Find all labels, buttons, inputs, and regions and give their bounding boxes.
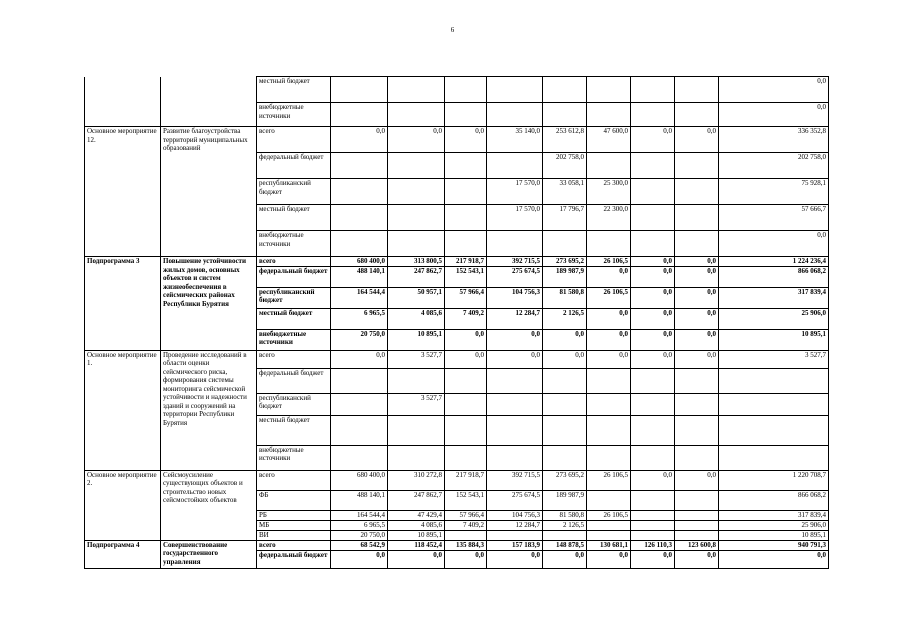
value-cell: 866 068,2: [719, 266, 829, 287]
source-cell: местный бюджет: [257, 308, 331, 329]
value-cell: [331, 368, 388, 393]
value-cell: [631, 368, 675, 393]
value-cell: 273 695,2: [543, 257, 587, 267]
value-cell: [543, 103, 587, 127]
value-cell: 75 928,1: [719, 179, 829, 205]
value-cell: 104 756,3: [487, 287, 543, 308]
value-cell: [631, 231, 675, 257]
value-cell: [543, 415, 587, 445]
value-cell: 0,0: [487, 329, 543, 350]
program-cell: Основное мероприятие 12.: [85, 127, 161, 257]
value-cell: 50 957,1: [388, 287, 445, 308]
value-cell: 57 966,4: [445, 287, 487, 308]
value-cell: 0,0: [388, 127, 445, 153]
value-cell: [587, 530, 631, 540]
value-cell: 310 272,8: [388, 470, 445, 490]
value-cell: 164 544,4: [331, 287, 388, 308]
value-cell: [587, 103, 631, 127]
value-cell: [631, 490, 675, 510]
value-cell: 0,0: [445, 329, 487, 350]
value-cell: 0,0: [631, 550, 675, 568]
value-cell: 0,0: [445, 550, 487, 568]
source-cell: республиканский бюджет: [257, 393, 331, 415]
value-cell: 118 452,4: [388, 540, 445, 550]
value-cell: [719, 415, 829, 445]
value-cell: 81 580,8: [543, 510, 587, 520]
value-cell: [675, 445, 719, 470]
value-cell: [587, 153, 631, 179]
value-cell: 0,0: [719, 550, 829, 568]
value-cell: 22 300,0: [587, 205, 631, 231]
value-cell: [331, 393, 388, 415]
value-cell: 0,0: [675, 350, 719, 368]
value-cell: 0,0: [543, 329, 587, 350]
program-cell: Подпрограмма 4: [85, 540, 161, 568]
value-cell: 0,0: [587, 329, 631, 350]
source-cell: ФБ: [257, 490, 331, 510]
value-cell: 247 862,7: [388, 490, 445, 510]
value-cell: 152 543,1: [445, 266, 487, 287]
value-cell: 0,0: [631, 266, 675, 287]
value-cell: [631, 445, 675, 470]
value-cell: 126 110,3: [631, 540, 675, 550]
value-cell: [631, 153, 675, 179]
value-cell: [631, 510, 675, 520]
value-cell: 10 895,1: [388, 530, 445, 540]
table-row: [85, 350, 829, 368]
value-cell: [487, 415, 543, 445]
value-cell: 0,0: [719, 231, 829, 257]
value-cell: [543, 231, 587, 257]
value-cell: 0,0: [331, 127, 388, 153]
source-cell: республиканский бюджет: [257, 287, 331, 308]
value-cell: [445, 77, 487, 103]
value-cell: 0,0: [675, 127, 719, 153]
value-cell: 273 695,2: [543, 470, 587, 490]
value-cell: 0,0: [388, 550, 445, 568]
value-cell: [445, 153, 487, 179]
value-cell: [445, 393, 487, 415]
value-cell: [445, 368, 487, 393]
value-cell: 680 400,0: [331, 470, 388, 490]
title-cell: [161, 77, 257, 127]
value-cell: 47 600,0: [587, 127, 631, 153]
value-cell: [675, 77, 719, 103]
value-cell: 866 068,2: [719, 490, 829, 510]
value-cell: [445, 179, 487, 205]
value-cell: [587, 415, 631, 445]
value-cell: 317 839,4: [719, 287, 829, 308]
value-cell: [543, 530, 587, 540]
program-cell: Основное мероприятие 1.: [85, 350, 161, 470]
value-cell: 0,0: [445, 350, 487, 368]
value-cell: 6 965,5: [331, 520, 388, 530]
title-cell: Повышение устойчивости жилых домов, основных объектов и систем жизнеобеспечения в сейсмических районах Республики Бурятия: [161, 257, 257, 351]
value-cell: [675, 103, 719, 127]
source-cell: ВИ: [257, 530, 331, 540]
value-cell: [631, 205, 675, 231]
value-cell: [388, 415, 445, 445]
value-cell: 47 429,4: [388, 510, 445, 520]
value-cell: [587, 520, 631, 530]
value-cell: 20 750,0: [331, 329, 388, 350]
source-cell: всего: [257, 350, 331, 368]
value-cell: 123 600,8: [675, 540, 719, 550]
program-cell: Основное мероприятие 2.: [85, 470, 161, 540]
value-cell: [587, 393, 631, 415]
source-cell: всего: [257, 540, 331, 550]
value-cell: 2 126,5: [543, 520, 587, 530]
value-cell: [675, 153, 719, 179]
value-cell: 7 409,2: [445, 520, 487, 530]
value-cell: 17 796,7: [543, 205, 587, 231]
source-cell: РБ: [257, 510, 331, 520]
value-cell: 488 140,1: [331, 490, 388, 510]
value-cell: 26 106,5: [587, 510, 631, 520]
value-cell: 488 140,1: [331, 266, 388, 287]
value-cell: 157 183,9: [487, 540, 543, 550]
value-cell: 202 758,0: [719, 153, 829, 179]
value-cell: [719, 393, 829, 415]
value-cell: 10 895,1: [719, 530, 829, 540]
value-cell: [543, 368, 587, 393]
value-cell: [388, 77, 445, 103]
value-cell: [331, 103, 388, 127]
value-cell: [675, 179, 719, 205]
source-cell: федеральный бюджет: [257, 266, 331, 287]
table-row: [85, 470, 829, 490]
source-cell: внебюджетные источники: [257, 329, 331, 350]
source-cell: федеральный бюджет: [257, 153, 331, 179]
value-cell: 26 106,5: [587, 257, 631, 267]
value-cell: 7 409,2: [445, 308, 487, 329]
value-cell: 313 800,5: [388, 257, 445, 267]
value-cell: [487, 103, 543, 127]
value-cell: 164 544,4: [331, 510, 388, 520]
table-row: [85, 77, 829, 103]
value-cell: 26 106,5: [587, 287, 631, 308]
value-cell: 336 352,8: [719, 127, 829, 153]
value-cell: 12 284,7: [487, 308, 543, 329]
value-cell: 148 878,5: [543, 540, 587, 550]
value-cell: 217 918,7: [445, 257, 487, 267]
value-cell: 0,0: [631, 329, 675, 350]
source-cell: федеральный бюджет: [257, 550, 331, 568]
value-cell: 0,0: [587, 350, 631, 368]
value-cell: 0,0: [587, 550, 631, 568]
value-cell: [631, 179, 675, 205]
value-cell: 4 085,6: [388, 308, 445, 329]
value-cell: [388, 205, 445, 231]
value-cell: 0,0: [543, 550, 587, 568]
value-cell: 189 987,9: [543, 266, 587, 287]
title-cell: Совершенствование государственного управления: [161, 540, 257, 568]
value-cell: 25 300,0: [587, 179, 631, 205]
source-cell: всего: [257, 470, 331, 490]
value-cell: 135 884,3: [445, 540, 487, 550]
value-cell: 0,0: [445, 127, 487, 153]
value-cell: 0,0: [631, 287, 675, 308]
title-cell: Проведение исследований в области оценки сейсмического риска, формирования системы мониторинга сейсмической устойчивости и надежности зданий и сооружений на территории Республики Бурятия: [161, 350, 257, 470]
value-cell: 10 895,1: [719, 329, 829, 350]
value-cell: 0,0: [631, 470, 675, 490]
value-cell: 0,0: [331, 350, 388, 368]
value-cell: 68 542,9: [331, 540, 388, 550]
value-cell: 0,0: [719, 103, 829, 127]
value-cell: [543, 393, 587, 415]
value-cell: 275 674,5: [487, 490, 543, 510]
value-cell: [445, 445, 487, 470]
value-cell: [631, 393, 675, 415]
value-cell: 3 527,7: [388, 393, 445, 415]
source-cell: всего: [257, 127, 331, 153]
value-cell: 12 284,7: [487, 520, 543, 530]
value-cell: 152 543,1: [445, 490, 487, 510]
value-cell: [487, 393, 543, 415]
value-cell: [388, 153, 445, 179]
value-cell: 0,0: [331, 550, 388, 568]
table-row: [85, 540, 829, 550]
value-cell: [487, 445, 543, 470]
table-row: [85, 127, 829, 153]
value-cell: [631, 77, 675, 103]
value-cell: [331, 77, 388, 103]
value-cell: 130 681,1: [587, 540, 631, 550]
value-cell: 0,0: [631, 127, 675, 153]
value-cell: 392 715,5: [487, 470, 543, 490]
value-cell: 0,0: [631, 308, 675, 329]
value-cell: 0,0: [487, 550, 543, 568]
value-cell: 20 750,0: [331, 530, 388, 540]
source-cell: местный бюджет: [257, 205, 331, 231]
value-cell: 0,0: [719, 77, 829, 103]
value-cell: 0,0: [631, 350, 675, 368]
source-cell: федеральный бюджет: [257, 368, 331, 393]
value-cell: 1 224 236,4: [719, 257, 829, 267]
value-cell: [675, 415, 719, 445]
value-cell: 0,0: [675, 550, 719, 568]
value-cell: 317 839,4: [719, 510, 829, 520]
value-cell: [675, 205, 719, 231]
value-cell: [631, 415, 675, 445]
value-cell: 202 758,0: [543, 153, 587, 179]
title-cell: Развитие благоустройства территорий муниципальных образований: [161, 127, 257, 257]
source-cell: МБ: [257, 520, 331, 530]
title-cell: Сейсмоусиление существующих объектов и строительство новых сейсмостойких объектов: [161, 470, 257, 540]
value-cell: 680 400,0: [331, 257, 388, 267]
value-cell: [388, 231, 445, 257]
value-cell: 940 791,3: [719, 540, 829, 550]
value-cell: 57 966,4: [445, 510, 487, 520]
value-cell: 17 570,0: [487, 205, 543, 231]
value-cell: [331, 445, 388, 470]
value-cell: 0,0: [631, 257, 675, 267]
value-cell: [631, 520, 675, 530]
value-cell: 3 527,7: [719, 350, 829, 368]
table-row: [85, 257, 829, 267]
value-cell: 6 965,5: [331, 308, 388, 329]
value-cell: 392 715,5: [487, 257, 543, 267]
value-cell: 0,0: [587, 266, 631, 287]
value-cell: [388, 103, 445, 127]
source-cell: внебюджетные источники: [257, 231, 331, 257]
value-cell: [487, 530, 543, 540]
value-cell: 189 987,9: [543, 490, 587, 510]
value-cell: [487, 231, 543, 257]
value-cell: 0,0: [543, 350, 587, 368]
value-cell: 26 106,5: [587, 470, 631, 490]
value-cell: [445, 205, 487, 231]
value-cell: [675, 231, 719, 257]
value-cell: [445, 103, 487, 127]
value-cell: [587, 231, 631, 257]
value-cell: [331, 179, 388, 205]
value-cell: 3 527,7: [388, 350, 445, 368]
value-cell: [388, 368, 445, 393]
value-cell: [587, 368, 631, 393]
program-cell: Подпрограмма 3: [85, 257, 161, 351]
source-cell: местный бюджет: [257, 415, 331, 445]
value-cell: [631, 530, 675, 540]
value-cell: [587, 490, 631, 510]
program-cell: [85, 77, 161, 127]
value-cell: [587, 77, 631, 103]
value-cell: 0,0: [675, 470, 719, 490]
value-cell: [445, 231, 487, 257]
value-cell: [388, 179, 445, 205]
value-cell: 25 906,0: [719, 308, 829, 329]
value-cell: [388, 445, 445, 470]
value-cell: 0,0: [675, 287, 719, 308]
value-cell: 0,0: [675, 257, 719, 267]
value-cell: [675, 520, 719, 530]
value-cell: [487, 368, 543, 393]
value-cell: [675, 490, 719, 510]
value-cell: 81 580,8: [543, 287, 587, 308]
value-cell: [675, 530, 719, 540]
value-cell: [331, 153, 388, 179]
value-cell: 4 085,6: [388, 520, 445, 530]
source-cell: внебюджетные источники: [257, 445, 331, 470]
value-cell: [675, 510, 719, 520]
source-cell: республиканский бюджет: [257, 179, 331, 205]
page-number: 6: [450, 26, 455, 34]
value-cell: [445, 530, 487, 540]
value-cell: 0,0: [487, 350, 543, 368]
value-cell: 25 906,0: [719, 520, 829, 530]
value-cell: [675, 393, 719, 415]
value-cell: 35 140,0: [487, 127, 543, 153]
value-cell: [331, 415, 388, 445]
value-cell: 2 126,5: [543, 308, 587, 329]
value-cell: 104 756,3: [487, 510, 543, 520]
value-cell: 33 058,1: [543, 179, 587, 205]
value-cell: 0,0: [675, 329, 719, 350]
value-cell: [487, 153, 543, 179]
value-cell: 275 674,5: [487, 266, 543, 287]
value-cell: 1 220 708,7: [719, 470, 829, 490]
value-cell: 0,0: [587, 308, 631, 329]
value-cell: 217 918,7: [445, 470, 487, 490]
value-cell: 253 612,8: [543, 127, 587, 153]
value-cell: [675, 368, 719, 393]
value-cell: [445, 415, 487, 445]
value-cell: [331, 205, 388, 231]
value-cell: [587, 445, 631, 470]
value-cell: 17 570,0: [487, 179, 543, 205]
value-cell: [631, 103, 675, 127]
value-cell: 10 895,1: [388, 329, 445, 350]
source-cell: внебюджетные источники: [257, 103, 331, 127]
value-cell: [543, 77, 587, 103]
value-cell: 0,0: [675, 266, 719, 287]
source-cell: местный бюджет: [257, 77, 331, 103]
value-cell: 57 666,7: [719, 205, 829, 231]
budget-table: [84, 76, 829, 569]
value-cell: [331, 231, 388, 257]
value-cell: [719, 445, 829, 470]
value-cell: [487, 77, 543, 103]
value-cell: [719, 368, 829, 393]
value-cell: [543, 445, 587, 470]
value-cell: 247 862,7: [388, 266, 445, 287]
source-cell: всего: [257, 257, 331, 267]
value-cell: 0,0: [675, 308, 719, 329]
